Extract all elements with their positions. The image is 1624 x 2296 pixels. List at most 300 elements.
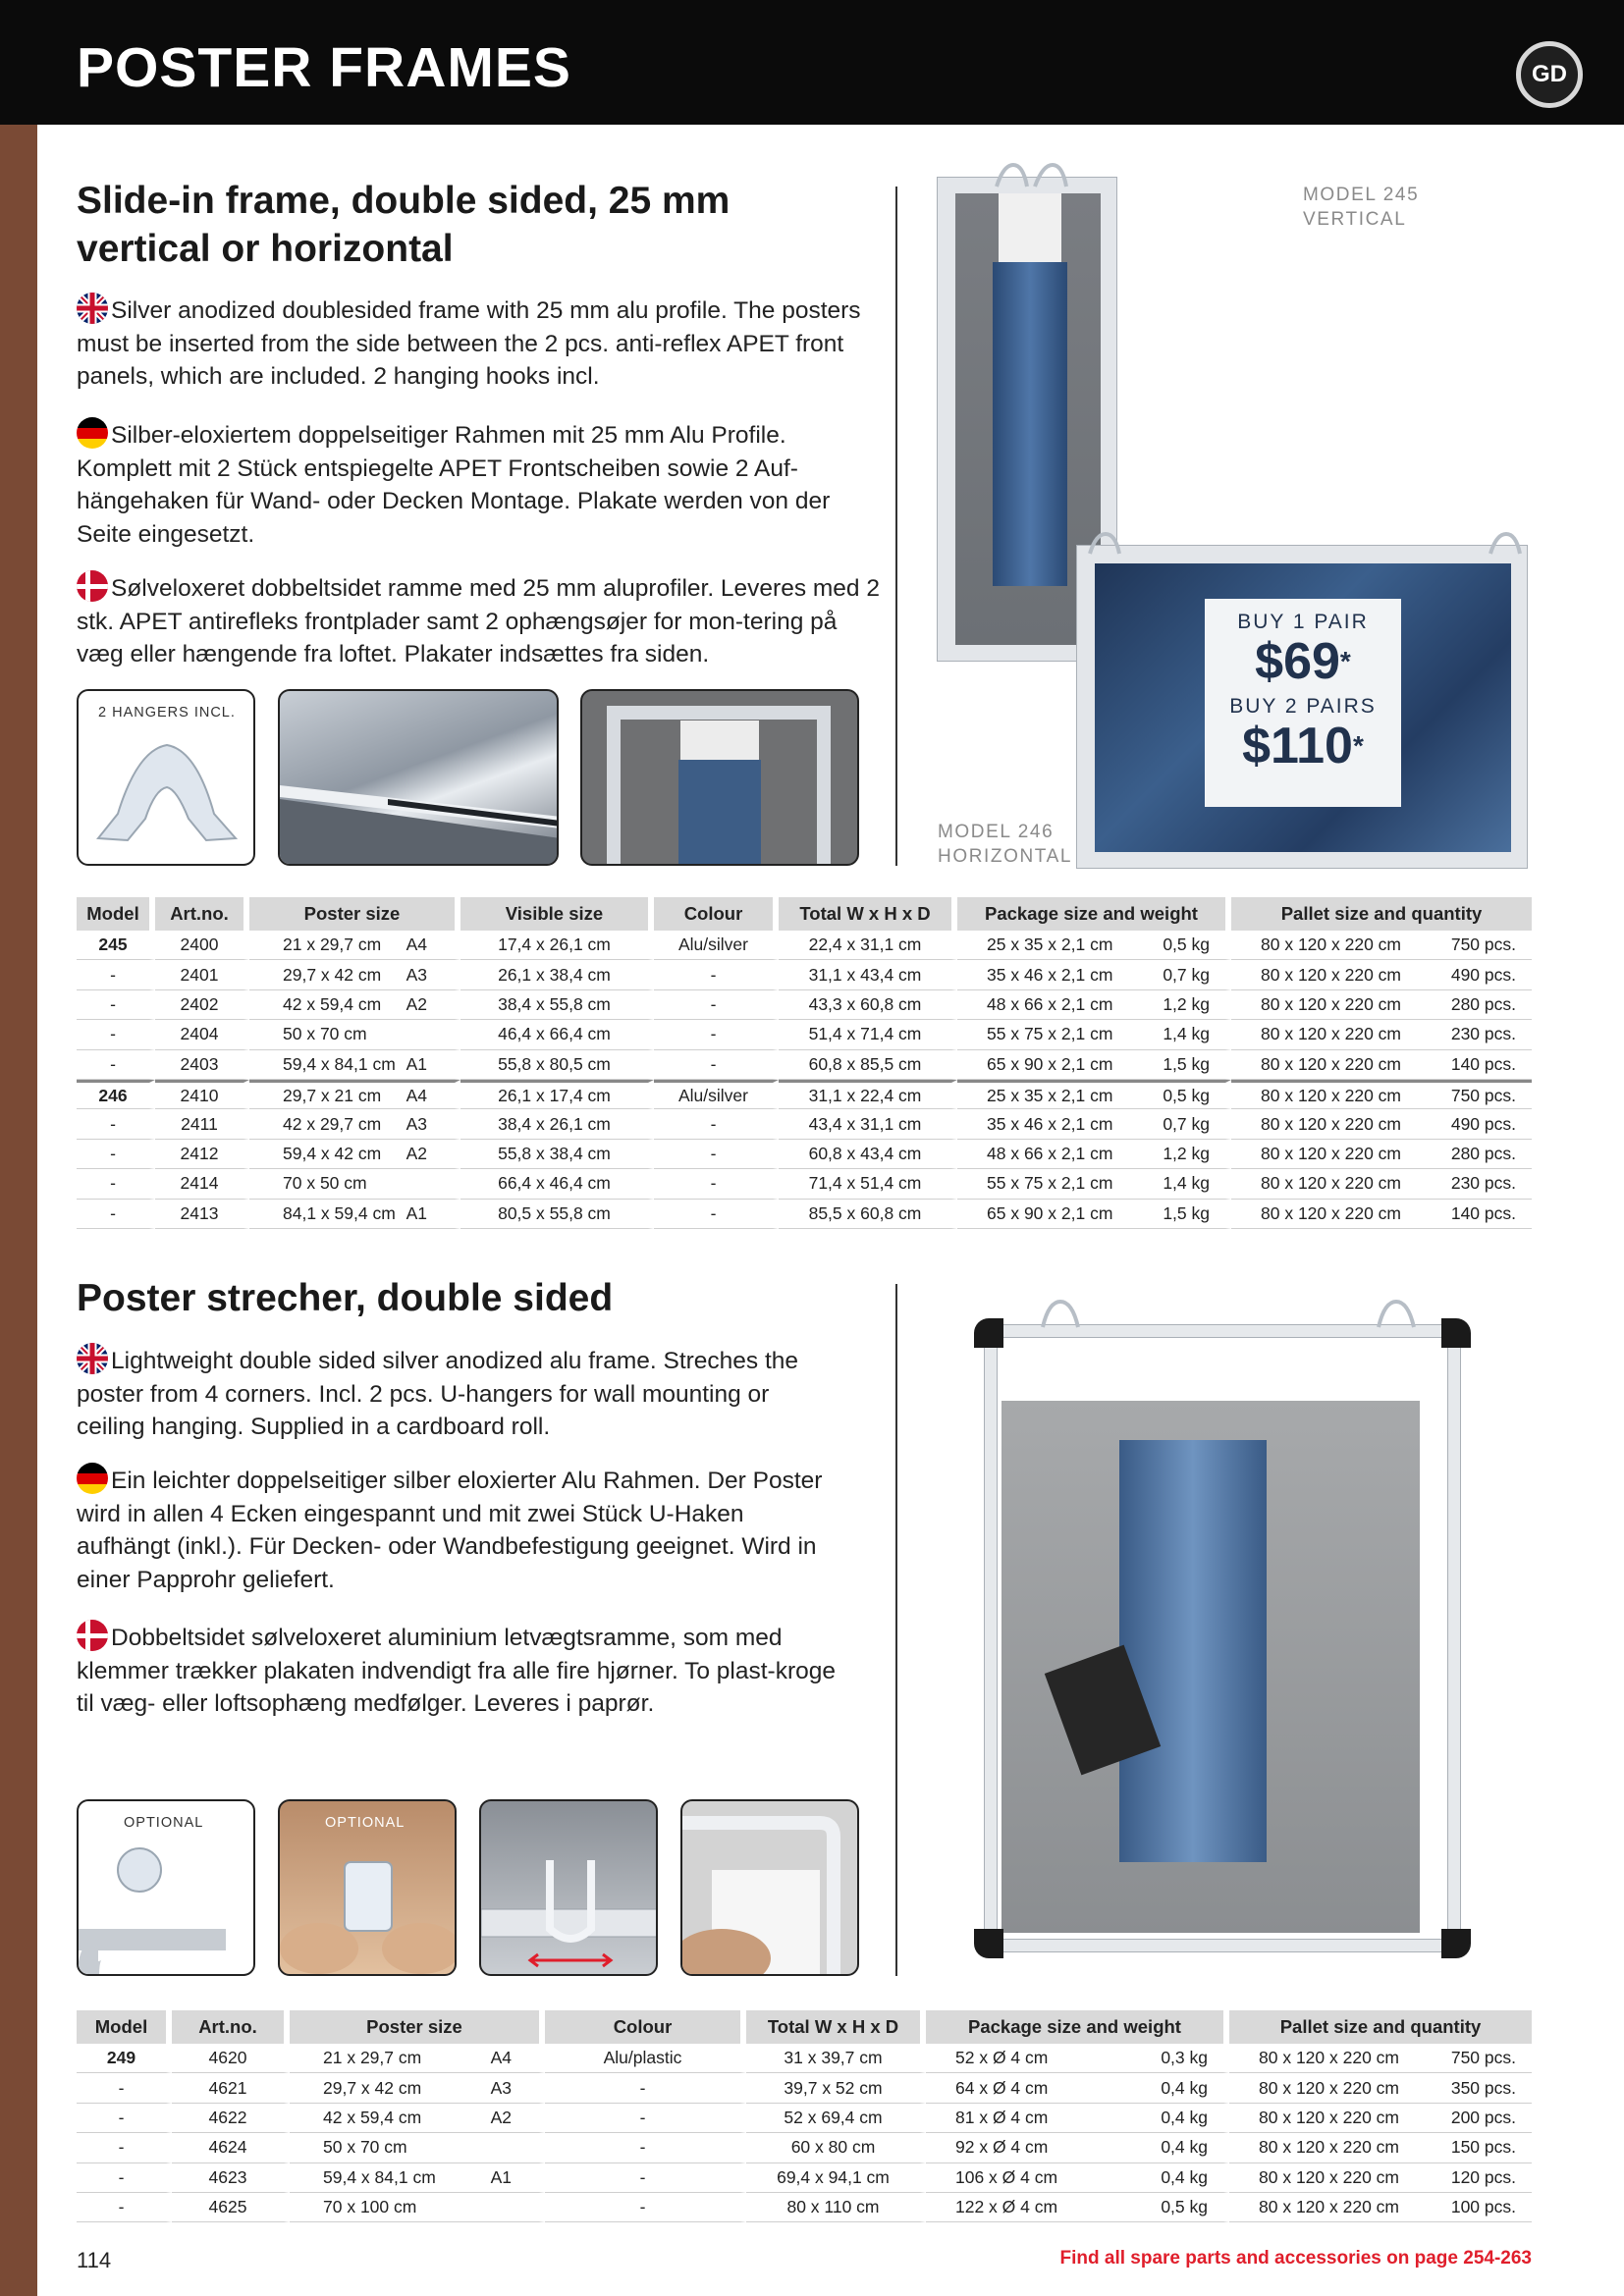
- package-b: 1,2 kg: [1163, 993, 1210, 1014]
- package-b: 1,5 kg: [1163, 1202, 1210, 1223]
- section1-text-de-body: Silber-eloxiertem doppelseitiger Rahmen mit 25 mm Alu Profile. Komplett mit 2 Stück entspiegelte APET Frontscheiben sowie 2 Auf-hängehaken für Wand- oder Decken Montage. Plakate werden von der Seite eingesetzt.: [77, 422, 831, 548]
- cell-model: -: [77, 1109, 155, 1139]
- cell-package: [957, 1169, 1231, 1199]
- poster-price2: $110: [1242, 718, 1353, 774]
- cell-artno: 4625: [172, 2193, 290, 2222]
- cell-colour: Alu/silver: [654, 1080, 779, 1109]
- cell-visible-size: 26,1 x 38,4 cm: [460, 960, 654, 989]
- poster-size-a: 29,7 x 42 cm: [283, 964, 382, 985]
- package-b: 0,5 kg: [1163, 934, 1210, 955]
- pallet-b: 750 pcs.: [1450, 934, 1516, 955]
- cell-total: 60 x 80 cm: [746, 2133, 926, 2163]
- cell-total: 39,7 x 52 cm: [746, 2073, 926, 2103]
- cell-visible-size: 55,8 x 80,5 cm: [460, 1050, 654, 1080]
- package-a: 48 x 66 x 2,1 cm: [987, 993, 1113, 1014]
- table-row: [77, 990, 1532, 1020]
- cell-artno: 2404: [155, 1020, 249, 1049]
- pallet-b: 490 pcs.: [1450, 964, 1516, 985]
- cell-pallet: [1231, 1109, 1532, 1139]
- poster-size: [255, 1086, 449, 1106]
- pallet-b: 280 pcs.: [1450, 1143, 1516, 1163]
- pallet-b: 140 pcs.: [1450, 1202, 1516, 1223]
- pallet-b: 100 pcs.: [1450, 2197, 1516, 2217]
- pallet-b: 120 pcs.: [1450, 2166, 1516, 2187]
- poster-size-b: A2: [490, 2107, 512, 2127]
- package-a: 65 x 90 x 2,1 cm: [987, 1202, 1113, 1223]
- cell-pallet: [1229, 2193, 1532, 2222]
- poster-price-panel: [1205, 599, 1401, 807]
- package-a: 64 x Ø 4 cm: [955, 2077, 1049, 2098]
- cell-visible-size: 46,4 x 66,4 cm: [460, 1020, 654, 1049]
- poster-size-b: A3: [490, 2077, 512, 2098]
- model-249-poster-strecher: [974, 1324, 1471, 1952]
- cell-poster-size: [249, 1050, 460, 1080]
- frame-profile-image: [280, 691, 559, 866]
- poster-buy2: BUY 2 PAIRS: [1229, 695, 1377, 718]
- poster-size-a: 70 x 50 cm: [283, 1173, 367, 1194]
- poster-size-b: A4: [406, 1085, 427, 1105]
- poster-star2: *: [1352, 730, 1364, 761]
- package-a: 55 x 75 x 2,1 cm: [987, 1173, 1113, 1194]
- cell-colour: -: [654, 1200, 779, 1229]
- col-header-colour: Colour: [654, 897, 779, 931]
- cell-visible-size: 38,4 x 26,1 cm: [460, 1109, 654, 1139]
- cell-model: -: [77, 1200, 155, 1229]
- pallet: [1235, 2197, 1526, 2217]
- package-a: 35 x 46 x 2,1 cm: [987, 1113, 1113, 1134]
- cell-model: -: [77, 1140, 155, 1169]
- pallet: [1237, 965, 1526, 986]
- cell-total: 60,8 x 43,4 cm: [779, 1140, 957, 1169]
- poster-size-a: 50 x 70 cm: [323, 2137, 407, 2158]
- poster-size: [255, 1024, 449, 1044]
- table-row: [77, 1080, 1532, 1109]
- hangers-label: 2 HANGERS INCL.: [98, 705, 236, 721]
- poster-size-b: A2: [406, 1143, 427, 1163]
- cell-artno: 4624: [172, 2133, 290, 2163]
- table-row: [77, 2163, 1532, 2193]
- strecher-left-bar: [984, 1324, 998, 1952]
- cell-model: 246: [77, 1080, 155, 1109]
- poster-size-b: A1: [406, 1053, 427, 1074]
- poster-insert-thumbnail: [680, 1799, 859, 1976]
- optional-clip-thumbnail: [278, 1799, 457, 1976]
- poster-size-a: 50 x 70 cm: [283, 1024, 367, 1044]
- model-246-horizontal-frame: [1076, 545, 1528, 869]
- package-b: 0,3 kg: [1161, 2048, 1208, 2068]
- cell-colour: -: [654, 1169, 779, 1199]
- pallet: [1237, 1086, 1526, 1106]
- cell-poster-size: [249, 990, 460, 1020]
- horizontal-poster: [1095, 563, 1511, 852]
- package-a: 55 x 75 x 2,1 cm: [987, 1024, 1113, 1044]
- cell-visible-size: 80,5 x 55,8 cm: [460, 1200, 654, 1229]
- package-a: 65 x 90 x 2,1 cm: [987, 1053, 1113, 1074]
- vertical-frame-thumbnail: [580, 689, 859, 866]
- package: [963, 994, 1219, 1015]
- poster-size: [255, 1173, 449, 1194]
- cell-package: [957, 1109, 1231, 1139]
- poster-insert-image: [682, 1801, 859, 1976]
- cell-visible-size: 66,4 x 46,4 cm: [460, 1169, 654, 1199]
- package-a: 122 x Ø 4 cm: [955, 2197, 1058, 2217]
- package: [963, 1203, 1219, 1224]
- corner-cap-top-left: [974, 1318, 1003, 1348]
- table-header-row: [77, 2010, 1532, 2044]
- cell-model: -: [77, 990, 155, 1020]
- col-header-visible-size: Visible size: [460, 897, 654, 931]
- cell-poster-size: [290, 2163, 545, 2193]
- col-header-model: Model: [77, 2010, 172, 2044]
- cell-visible-size: 26,1 x 17,4 cm: [460, 1080, 654, 1109]
- cell-model: -: [77, 1050, 155, 1080]
- package: [932, 2167, 1218, 2188]
- poster-size-a: 21 x 29,7 cm: [283, 934, 382, 955]
- cell-pallet: [1229, 2104, 1532, 2133]
- pallet: [1237, 934, 1526, 955]
- cell-artno: 2403: [155, 1050, 249, 1080]
- cell-total: 60,8 x 85,5 cm: [779, 1050, 957, 1080]
- poster-size-b: A1: [490, 2166, 512, 2187]
- pallet-b: 280 pcs.: [1450, 993, 1516, 1014]
- cell-package: [926, 2133, 1229, 2163]
- table-row: [77, 2073, 1532, 2103]
- cell-artno: 4621: [172, 2073, 290, 2103]
- package: [963, 934, 1219, 955]
- cell-colour: -: [545, 2193, 746, 2222]
- suction-hook-icon: [79, 1831, 255, 1976]
- model-246-label: MODEL 246: [938, 822, 1055, 842]
- hangers-thumbnail: [77, 689, 255, 866]
- cell-total: 31,1 x 22,4 cm: [779, 1080, 957, 1109]
- cell-pallet: [1231, 990, 1532, 1020]
- cell-colour: -: [654, 1050, 779, 1080]
- cell-poster-size: [249, 1140, 460, 1169]
- cell-total: 85,5 x 60,8 cm: [779, 1200, 957, 1229]
- pallet-a: 80 x 120 x 220 cm: [1259, 2048, 1399, 2068]
- cell-model: -: [77, 1169, 155, 1199]
- poster-size-a: 59,4 x 84,1 cm: [283, 1053, 396, 1074]
- pallet-a: 80 x 120 x 220 cm: [1261, 964, 1401, 985]
- section1-text-dk-body: Sølveloxeret dobbeltsidet ramme med 25 mm aluprofiler. Leveres med 2 stk. APET antirefleks frontplader samt 2 ophængsøjer for mon-tering på væg eller hængende fra loftet. Plakater indsættes fra siden.: [77, 575, 880, 667]
- poster-size: [255, 934, 449, 955]
- pallet-b: 200 pcs.: [1450, 2107, 1516, 2127]
- cell-artno: 2402: [155, 990, 249, 1020]
- u-hanger-image: [481, 1801, 658, 1976]
- cell-pallet: [1229, 2044, 1532, 2073]
- hanger-hook-icon: [79, 721, 255, 866]
- package: [963, 1173, 1219, 1194]
- poster-size-a: 59,4 x 42 cm: [283, 1143, 382, 1163]
- package: [932, 2078, 1218, 2099]
- pallet-a: 80 x 120 x 220 cm: [1261, 1053, 1401, 1074]
- section2-text-dk-body: Dobbeltsidet sølveloxeret aluminium letvægtsramme, som med klemmer trækker plakaten indvendigt fra alle fire hjørner. To plast-kroge til væg- eller loftsophæng medfølger. Leveres i paprør.: [77, 1625, 836, 1717]
- pallet-a: 80 x 120 x 220 cm: [1261, 1143, 1401, 1163]
- section1-text-dk: [77, 570, 882, 671]
- cell-artno: 2400: [155, 931, 249, 960]
- cell-package: [957, 1050, 1231, 1080]
- pallet-b: 140 pcs.: [1450, 1053, 1516, 1074]
- cell-package: [957, 990, 1231, 1020]
- cell-package: [926, 2104, 1229, 2133]
- poster-size-a: 59,4 x 84,1 cm: [323, 2166, 436, 2187]
- col-header-pallet: Pallet size and quantity: [1229, 2010, 1532, 2044]
- cell-pallet: [1231, 1140, 1532, 1169]
- corner-cap-bottom-right: [1441, 1929, 1471, 1958]
- poster-size: [255, 1114, 449, 1135]
- cell-visible-size: 55,8 x 38,4 cm: [460, 1140, 654, 1169]
- page-title: POSTER FRAMES: [77, 36, 571, 99]
- cell-poster-size: [249, 1109, 460, 1139]
- pallet-a: 80 x 120 x 220 cm: [1261, 1085, 1401, 1105]
- pallet-b: 750 pcs.: [1450, 2048, 1516, 2068]
- package: [932, 2137, 1218, 2158]
- table-row: [77, 1200, 1532, 1229]
- cell-model: 245: [77, 931, 155, 960]
- package: [963, 1144, 1219, 1164]
- cell-total: 31,1 x 43,4 cm: [779, 960, 957, 989]
- cell-colour: -: [545, 2133, 746, 2163]
- brand-logo: GD: [1516, 41, 1583, 108]
- cell-colour: -: [654, 990, 779, 1020]
- cell-poster-size: [249, 1020, 460, 1049]
- cell-poster-size: [290, 2193, 545, 2222]
- cell-pallet: [1231, 1200, 1532, 1229]
- cell-total: 43,4 x 31,1 cm: [779, 1109, 957, 1139]
- cell-total: 52 x 69,4 cm: [746, 2104, 926, 2133]
- danish-flag-icon: [77, 1620, 108, 1651]
- pallet: [1235, 2108, 1526, 2128]
- poster-size: [255, 1203, 449, 1224]
- package: [963, 1086, 1219, 1106]
- poster-size-a: 29,7 x 42 cm: [323, 2077, 422, 2098]
- optional-label-1: OPTIONAL: [124, 1815, 204, 1831]
- cell-total: 69,4 x 94,1 cm: [746, 2163, 926, 2193]
- package-b: 0,5 kg: [1161, 2197, 1208, 2217]
- cell-visible-size: 38,4 x 55,8 cm: [460, 990, 654, 1020]
- cell-pallet: [1231, 1080, 1532, 1109]
- col-header-total: Total W x H x D: [779, 897, 957, 931]
- frame-profile-thumbnail: [278, 689, 559, 866]
- cell-poster-size: [249, 1200, 460, 1229]
- cell-pallet: [1231, 1020, 1532, 1049]
- model-245-orientation: VERTICAL: [1303, 209, 1407, 230]
- pallet-b: 490 pcs.: [1450, 1113, 1516, 1134]
- package-b: 1,4 kg: [1163, 1024, 1210, 1044]
- table-header-row: [77, 897, 1532, 931]
- page-number: 114: [77, 2248, 112, 2272]
- poster-size: [296, 2048, 533, 2068]
- cell-package: [926, 2163, 1229, 2193]
- poster-size: [296, 2108, 533, 2128]
- cell-model: 249: [77, 2044, 172, 2073]
- table-row: [77, 1050, 1532, 1080]
- clip-closeup-image: [280, 1801, 457, 1976]
- package: [963, 1024, 1219, 1044]
- col-header-package: Package size and weight: [926, 2010, 1229, 2044]
- table-row: [77, 2133, 1532, 2163]
- pallet-a: 80 x 120 x 220 cm: [1259, 2166, 1399, 2187]
- col-header-total: Total W x H x D: [746, 2010, 926, 2044]
- package-a: 92 x Ø 4 cm: [955, 2137, 1049, 2158]
- poster-size-a: 42 x 59,4 cm: [283, 993, 382, 1014]
- package-b: 0,4 kg: [1161, 2166, 1208, 2187]
- package-b: 0,4 kg: [1161, 2137, 1208, 2158]
- poster-size: [255, 1144, 449, 1164]
- pallet-a: 80 x 120 x 220 cm: [1261, 1024, 1401, 1044]
- col-header-artno: Art.no.: [155, 897, 249, 931]
- package-a: 25 x 35 x 2,1 cm: [987, 934, 1113, 955]
- header-bar: [0, 0, 1624, 125]
- model-246-caption: [938, 820, 1072, 869]
- poster-shirt: [999, 193, 1061, 262]
- package: [932, 2197, 1218, 2217]
- table-row: [77, 2193, 1532, 2222]
- pallet: [1235, 2048, 1526, 2068]
- cell-pallet: [1231, 931, 1532, 960]
- poster-size-a: 42 x 29,7 cm: [283, 1113, 382, 1134]
- strecher-hooks-icon: [1033, 1296, 1426, 1329]
- cell-pallet: [1231, 1169, 1532, 1199]
- poster-size-a: 42 x 59,4 cm: [323, 2107, 422, 2127]
- package-a: 52 x Ø 4 cm: [955, 2048, 1049, 2068]
- cell-colour: -: [545, 2073, 746, 2103]
- hanging-hook-icon: [992, 163, 1070, 188]
- german-flag-icon: [77, 1463, 108, 1494]
- pallet: [1237, 994, 1526, 1015]
- cell-model: -: [77, 2133, 172, 2163]
- cell-total: 51,4 x 71,4 cm: [779, 1020, 957, 1049]
- cell-poster-size: [249, 960, 460, 989]
- package-b: 0,4 kg: [1161, 2107, 1208, 2127]
- strecher-bottom-bar: [984, 1939, 1461, 1952]
- table-row: [77, 931, 1532, 960]
- cell-package: [957, 1020, 1231, 1049]
- cell-artno: 4622: [172, 2104, 290, 2133]
- pallet-a: 80 x 120 x 220 cm: [1259, 2137, 1399, 2158]
- cell-colour: -: [654, 1020, 779, 1049]
- poster-price1: $69: [1255, 633, 1340, 690]
- table-row: [77, 1169, 1532, 1199]
- col-header-colour: Colour: [545, 2010, 746, 2044]
- cell-artno: 2414: [155, 1169, 249, 1199]
- pallet-b: 230 pcs.: [1450, 1024, 1516, 1044]
- pallet-a: 80 x 120 x 220 cm: [1259, 2107, 1399, 2127]
- optional-hook-thumbnail: [77, 1799, 255, 1976]
- cell-pallet: [1231, 960, 1532, 989]
- pallet-a: 80 x 120 x 220 cm: [1259, 2077, 1399, 2098]
- package-a: 35 x 46 x 2,1 cm: [987, 964, 1113, 985]
- optional-label-2: OPTIONAL: [325, 1815, 406, 1831]
- pallet: [1235, 2167, 1526, 2188]
- cell-artno: 2411: [155, 1109, 249, 1139]
- cell-poster-size: [290, 2104, 545, 2133]
- col-header-pallet: Pallet size and quantity: [1231, 897, 1532, 931]
- package-b: 1,5 kg: [1163, 1053, 1210, 1074]
- table-row: [77, 2104, 1532, 2133]
- cell-package: [926, 2193, 1229, 2222]
- pallet: [1235, 2137, 1526, 2158]
- pallet: [1237, 1203, 1526, 1224]
- cell-pallet: [1229, 2073, 1532, 2103]
- package-b: 0,7 kg: [1163, 964, 1210, 985]
- cell-artno: 4620: [172, 2044, 290, 2073]
- package-a: 25 x 35 x 2,1 cm: [987, 1085, 1113, 1105]
- pallet-b: 750 pcs.: [1450, 1085, 1516, 1105]
- cell-artno: 2413: [155, 1200, 249, 1229]
- cell-poster-size: [290, 2044, 545, 2073]
- package-b: 0,5 kg: [1163, 1085, 1210, 1105]
- package: [963, 1054, 1219, 1075]
- model-246-orientation: HORIZONTAL: [938, 846, 1073, 867]
- cell-package: [957, 931, 1231, 960]
- poster-size: [296, 2167, 533, 2188]
- pallet-a: 80 x 120 x 220 cm: [1261, 934, 1401, 955]
- cell-model: -: [77, 2073, 172, 2103]
- section2-text-en-body: Lightweight double sided silver anodized alu frame. Streches the poster from 4 corners. Incl. 2 pcs. U-hangers for wall mounting or ceiling hanging. Supplied in a cardboard roll.: [77, 1348, 799, 1440]
- poster-star1: *: [1339, 646, 1351, 676]
- col-header-model: Model: [77, 897, 155, 931]
- section1-title: [77, 177, 730, 273]
- cell-model: -: [77, 960, 155, 989]
- package-b: 1,4 kg: [1163, 1173, 1210, 1194]
- cell-poster-size: [290, 2133, 545, 2163]
- package-a: 106 x Ø 4 cm: [955, 2166, 1058, 2187]
- cell-colour: -: [654, 1109, 779, 1139]
- cell-pallet: [1231, 1050, 1532, 1080]
- spec-table-poster-strecher: [77, 2010, 1532, 2222]
- table-row: [77, 1020, 1532, 1049]
- cell-package: [957, 960, 1231, 989]
- table-row: [77, 1140, 1532, 1169]
- col-header-package: Package size and weight: [957, 897, 1231, 931]
- poster-size: [296, 2078, 533, 2099]
- uk-flag-icon: [77, 1343, 108, 1374]
- package: [932, 2048, 1218, 2068]
- cell-artno: 2410: [155, 1080, 249, 1109]
- cell-package: [926, 2073, 1229, 2103]
- strecher-right-bar: [1447, 1324, 1461, 1952]
- cell-model: -: [77, 2163, 172, 2193]
- cell-poster-size: [249, 1169, 460, 1199]
- poster-size: [255, 965, 449, 986]
- poster-buy1: BUY 1 PAIR: [1237, 611, 1369, 633]
- cell-colour: Alu/plastic: [545, 2044, 746, 2073]
- poster-size: [255, 1054, 449, 1075]
- corner-cap-top-right: [1441, 1318, 1471, 1348]
- section2-text-dk: [77, 1620, 842, 1721]
- section1-text-en: [77, 293, 882, 394]
- table-row: [77, 960, 1532, 989]
- u-hanger-thumbnail: [479, 1799, 658, 1976]
- section1-text-en-body: Silver anodized doublesided frame with 25 mm alu profile. The posters must be inserted from the side between the 2 pcs. anti-reflex APET front panels, which are included. 2 hanging hooks incl.: [77, 297, 861, 390]
- package-a: 81 x Ø 4 cm: [955, 2107, 1049, 2127]
- poster-size: [296, 2137, 533, 2158]
- table-row: [77, 1109, 1532, 1139]
- pallet-b: 150 pcs.: [1450, 2137, 1516, 2158]
- danish-flag-icon: [77, 570, 108, 602]
- strecher-poster-jeans: [1119, 1440, 1267, 1862]
- poster-size: [255, 994, 449, 1015]
- poster-size-b: A1: [406, 1202, 427, 1223]
- poster-size: [296, 2197, 533, 2217]
- model-245-label: MODEL 245: [1303, 185, 1420, 205]
- horizontal-hanging-hooks-icon: [1080, 530, 1532, 556]
- model-245-caption: [1303, 183, 1419, 232]
- poster-size-a: 84,1 x 59,4 cm: [283, 1202, 396, 1223]
- pallet-a: 80 x 120 x 220 cm: [1261, 1173, 1401, 1194]
- cell-colour: -: [545, 2163, 746, 2193]
